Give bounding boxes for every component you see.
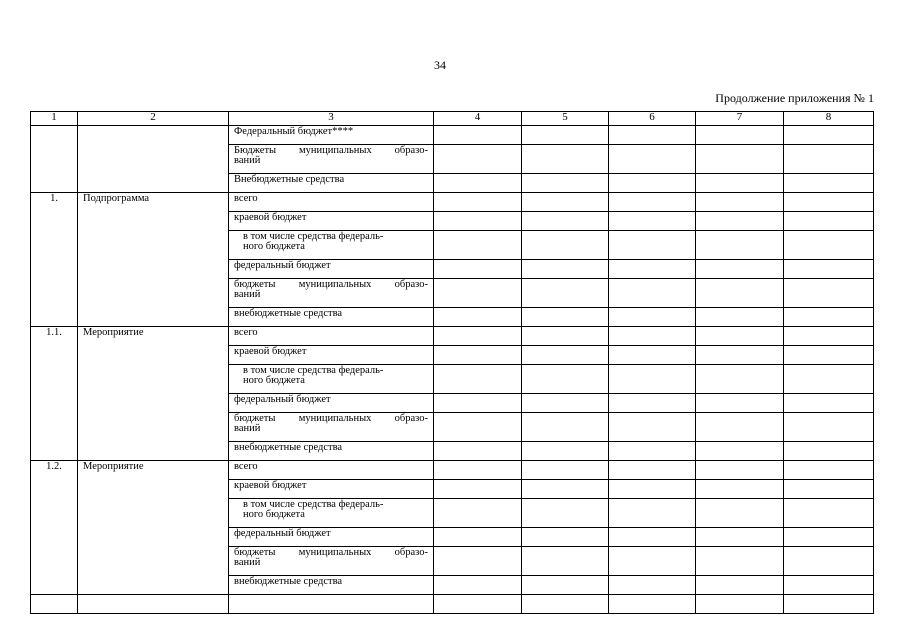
source-cell: в том числе средства федераль- ного бюджета [229,365,434,394]
source-cell: бюджеты муниципальных образо- ваний [229,547,434,576]
name-cell: Мероприятие [78,327,229,461]
source-cell: Внебюджетные средства [229,174,434,193]
name-cell [78,126,229,193]
table-row-empty [31,595,874,614]
source-cell: всего [229,461,434,480]
column-header: 6 [609,112,696,126]
column-header: 5 [522,112,609,126]
source-cell: бюджеты муниципальных образо- ваний [229,413,434,442]
name-cell: Мероприятие [78,461,229,595]
number-cell: 1.2. [31,461,78,595]
column-header: 3 [229,112,434,126]
number-cell: 1. [31,193,78,327]
page-number: 34 [434,58,446,72]
source-cell: Федеральный бюджет**** [229,126,434,145]
column-header: 4 [434,112,522,126]
continuation-label: Продолжение приложения № 1 [715,91,874,105]
source-cell: всего [229,327,434,346]
source-cell: всего [229,193,434,212]
budget-table [30,111,874,614]
source-cell: краевой бюджет [229,212,434,231]
source-cell: бюджеты муниципальных образо- ваний [229,279,434,308]
source-cell: федеральный бюджет [229,260,434,279]
column-header: 2 [78,112,229,126]
source-cell: краевой бюджет [229,480,434,499]
source-cell: Бюджеты муниципальных образо- ваний [229,145,434,174]
column-header: 1 [31,112,78,126]
number-cell: 1.1. [31,327,78,461]
source-cell: в том числе средства федераль- ного бюджета [229,499,434,528]
source-cell: внебюджетные средства [229,308,434,327]
source-cell: федеральный бюджет [229,394,434,413]
table-row [31,461,874,480]
table-row [31,126,874,145]
source-cell: внебюджетные средства [229,442,434,461]
number-cell [31,126,78,193]
column-header: 8 [784,112,874,126]
name-cell: Подпрограмма [78,193,229,327]
source-cell: внебюджетные средства [229,576,434,595]
table-header-row [31,112,874,126]
source-cell: федеральный бюджет [229,528,434,547]
table-row [31,327,874,346]
column-header: 7 [696,112,784,126]
table-row [31,193,874,212]
source-cell: краевой бюджет [229,346,434,365]
source-cell: в том числе средства федераль- ного бюджета [229,231,434,260]
